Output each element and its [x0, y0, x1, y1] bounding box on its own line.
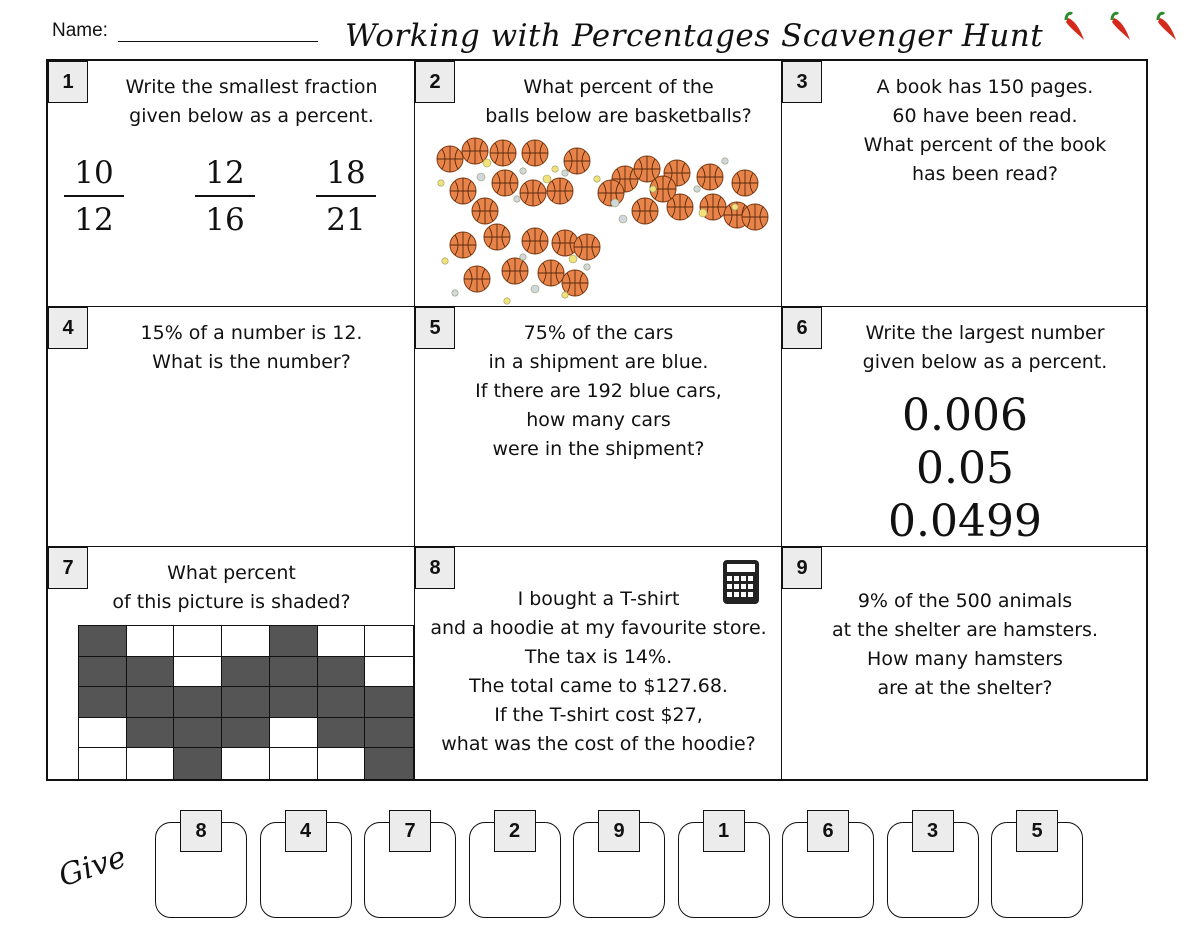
fraction-numerator: 10 [64, 151, 124, 197]
small-ball [650, 186, 656, 192]
unshaded-square [79, 718, 127, 749]
basketball [632, 198, 658, 224]
small-ball [438, 180, 444, 186]
question-cell-4 [48, 307, 415, 547]
shaded-square [270, 657, 318, 688]
unshaded-square [79, 748, 127, 779]
fraction [195, 151, 255, 243]
question-cell-2 [415, 61, 782, 307]
footer-word: Give [54, 839, 131, 895]
decimal-number: 0.0499 [888, 496, 1042, 547]
shaded-square [127, 718, 175, 749]
basketball [547, 178, 573, 204]
shaded-square [79, 626, 127, 657]
shaded-square [222, 657, 270, 688]
unshaded-square [365, 657, 413, 688]
fraction [316, 151, 376, 243]
question-text: Write the smallest fraction given below as a percent. [125, 76, 378, 127]
basketball [574, 234, 600, 260]
basketball [484, 224, 510, 250]
basketball [502, 258, 528, 284]
question-number: 9 [782, 547, 822, 589]
small-ball [619, 215, 627, 223]
decimal-number: 0.05 [916, 443, 1014, 494]
shaded-square [365, 687, 413, 718]
small-ball [543, 175, 551, 183]
question-number: 1 [48, 61, 88, 103]
small-ball [594, 176, 600, 182]
question-number: 2 [415, 61, 455, 103]
small-ball [520, 168, 526, 174]
shaded-square [127, 687, 175, 718]
basketball [697, 164, 723, 190]
question-cell-5 [415, 307, 782, 547]
decimal-number: 0.006 [902, 390, 1028, 441]
shaded-square [174, 718, 222, 749]
basketball [538, 260, 564, 286]
unshaded-square [270, 718, 318, 749]
small-ball [732, 204, 738, 210]
answer-box-tab: 4 [285, 810, 327, 852]
answer-boxes-row [0, 800, 1200, 929]
small-ball [504, 298, 510, 304]
shaded-square [174, 748, 222, 779]
question-cell-6 [782, 307, 1148, 547]
shaded-square [174, 687, 222, 718]
answer-box-tab: 5 [1016, 810, 1058, 852]
question-text: 9% of the 500 animals at the shelter are hamsters. How many hamsters are at the shelter? [832, 590, 1098, 699]
answer-box-tab: 1 [703, 810, 745, 852]
question-text: 75% of the cars in a shipment are blue. If there are 192 blue cars, how many cars were in the shipment? [475, 322, 722, 460]
shaded-square [318, 687, 366, 718]
basketball [564, 148, 590, 174]
basketball [437, 146, 463, 172]
question-text: I bought a T-shirt and a hoodie at my favourite store. The tax is 14%. The total came to $127.68. If the T-shirt cost $27, what was the cost of the hoodie? [430, 588, 767, 755]
basketball [472, 198, 498, 224]
shaded-square [79, 657, 127, 688]
fraction-numerator: 18 [316, 151, 376, 197]
unshaded-square [222, 626, 270, 657]
small-ball [722, 158, 728, 164]
shaded-picture [78, 625, 414, 780]
chili-pepper-icon [1066, 13, 1084, 40]
unshaded-square [174, 657, 222, 688]
basketball [464, 266, 490, 292]
unshaded-square [222, 748, 270, 779]
answer-box-tab: 3 [912, 810, 954, 852]
shaded-square [79, 687, 127, 718]
name-line [118, 41, 318, 42]
question-number: 4 [48, 307, 88, 349]
shaded-square [270, 687, 318, 718]
question-text: What percent of this picture is shaded? [112, 562, 351, 613]
question-number: 8 [415, 547, 455, 589]
fraction-denominator: 16 [205, 202, 245, 238]
fraction-denominator: 21 [326, 202, 366, 238]
basketball [742, 204, 768, 230]
basketball [450, 232, 476, 258]
answer-box-tab: 9 [598, 810, 640, 852]
small-ball [552, 166, 558, 172]
small-ball [531, 285, 539, 293]
shaded-square [222, 687, 270, 718]
chili-pepper-icons [1060, 8, 1190, 44]
basketball [552, 230, 578, 256]
fraction-numerator: 12 [195, 151, 255, 197]
unshaded-square [127, 626, 175, 657]
shaded-square [270, 626, 318, 657]
question-cell-9 [782, 547, 1148, 781]
fraction-denominator: 12 [74, 202, 114, 238]
chili-pepper-icon [1158, 13, 1176, 40]
small-ball [699, 209, 707, 217]
small-ball [452, 290, 458, 296]
question-text: A book has 150 pages. 60 have been read. What percent of the book has been read? [863, 76, 1107, 185]
shaded-square [222, 718, 270, 749]
question-number: 3 [782, 61, 822, 103]
shaded-square [127, 657, 175, 688]
worksheet-title: Working with Percentages Scavenger Hunt [345, 18, 1044, 54]
small-ball [562, 292, 568, 298]
shaded-square [318, 718, 366, 749]
small-ball [520, 254, 526, 260]
unshaded-square [270, 748, 318, 779]
small-ball [611, 199, 619, 207]
small-ball [569, 255, 577, 263]
basketball [522, 140, 548, 166]
small-ball [477, 173, 485, 181]
shaded-square [365, 718, 413, 749]
small-ball [514, 196, 520, 202]
question-text: What percent of the balls below are basketballs? [485, 76, 752, 127]
fraction [64, 151, 124, 243]
question-cell-7 [48, 547, 415, 781]
name-label: Name: [52, 20, 108, 41]
small-ball [483, 159, 491, 167]
question-text: 15% of a number is 12. What is the number? [140, 322, 363, 373]
shaded-square [365, 748, 413, 779]
basketball [490, 140, 516, 166]
small-ball [584, 264, 590, 270]
answer-box-tab: 2 [494, 810, 536, 852]
unshaded-square [365, 626, 413, 657]
question-grid [46, 59, 1148, 781]
small-ball [562, 170, 568, 176]
small-ball [442, 258, 448, 264]
basketball [520, 180, 546, 206]
question-number: 6 [782, 307, 822, 349]
question-text: Write the largest number given below as a percent. [862, 322, 1108, 373]
basketball [492, 170, 518, 196]
answer-box-tab: 8 [180, 810, 222, 852]
chili-pepper-icon [1112, 13, 1130, 40]
basketball [522, 228, 548, 254]
unshaded-square [127, 748, 175, 779]
basketball [732, 170, 758, 196]
question-cell-1 [48, 61, 415, 307]
unshaded-square [174, 626, 222, 657]
answer-box-tab: 6 [807, 810, 849, 852]
question-cell-3 [782, 61, 1148, 307]
basketball [450, 178, 476, 204]
question-number: 5 [415, 307, 455, 349]
shaded-square [318, 657, 366, 688]
unshaded-square [318, 626, 366, 657]
answer-box-tab: 7 [389, 810, 431, 852]
unshaded-square [318, 748, 366, 779]
question-cell-8 [415, 547, 782, 781]
small-ball [694, 186, 700, 192]
question-number: 7 [48, 547, 88, 589]
